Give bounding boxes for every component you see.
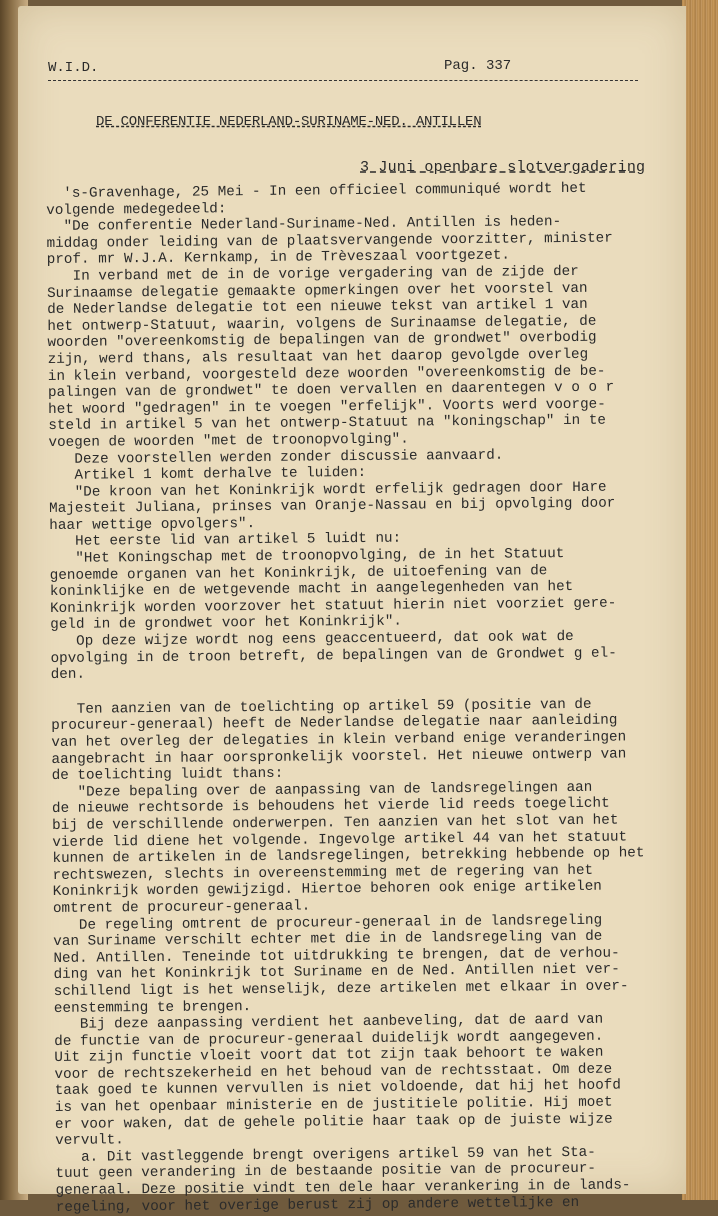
body-line: procureur-generaal) heeft de Nederlandse delegatie naar aanleiding — [51, 712, 618, 735]
body-line: tuut geen verandering in de bestaande positie van de procureur- — [55, 1161, 597, 1183]
body-line: eenstemming te brengen. — [53, 998, 252, 1017]
body-line: vierde lid diene het volgende. Ingevolge artikel 44 van het statuut — [52, 829, 628, 851]
body-line: 's-Gravenhage, 25 Mei - In een officieel communiqué wordt het — [46, 180, 587, 202]
body-line: kunnen de artikelen in de landsregelingen, betrekking hebbende op het — [52, 845, 645, 868]
body-line: volgende medegedeeld: — [46, 200, 227, 219]
body-line: zijn, werd thans, als resultaat van het daarop gevolgde overleg — [47, 346, 589, 368]
body-line: in klein verband, voorgesteld deze woorden "overeenkomstig de be- — [47, 363, 606, 385]
body-line: Deze voorstellen werden zonder discussie aanvaard. — [48, 447, 504, 468]
body-line: is van het openbaar ministerie en de justitiele politie. Hij moet — [54, 1094, 613, 1117]
body-line: steld in artikel 5 van het ontwerp-Statuut na "koningschap" in te — [48, 412, 607, 435]
body-line: de nieuwe rechtsorde is behoudens het vierde lid reeds toegelicht — [51, 795, 610, 818]
body-line: palingen van de grondwet" te doen vervallen en daarentegen v o o r — [47, 379, 615, 402]
document-page — [18, 6, 686, 1216]
body-line: van Suriname verschilt echter met die in de landsregeling van de — [53, 928, 603, 951]
document-body — [46, 180, 696, 1216]
body-line: "De conferentie Nederland-Suriname-Ned. Antillen is heden- — [46, 214, 562, 236]
body-line: koninklijke en de wetgevende macht in aangelegenheden van het — [49, 579, 574, 601]
body-line: haar wettige opvolgers". — [49, 515, 256, 534]
body-line: opvolging in de troon betreft, de bepalingen van de Grondwet g el- — [50, 645, 617, 667]
document-title: DE CONFERENTIE NEDERLAND-SURINAME-NED. ANTILLEN — [96, 114, 482, 130]
body-line: voegen de woorden "met de troonopvolging". — [48, 431, 409, 451]
body-line: bij de verschillende onderwerpen. Ten aanzien van het slot van het — [52, 812, 619, 834]
header-page-number: Pag. 337 — [444, 58, 512, 74]
body-line: generaal. Deze positie vindt ten dele haar verankering in de lands- — [55, 1177, 631, 1199]
body-line: Artikel 1 komt derhalve te luiden: — [48, 465, 367, 485]
body-line: geld in de grondwet voor het Koninkrijk". — [50, 614, 403, 634]
body-line: Uit zijn functie vloeit voort dat tot zijn taak behoort te waken — [54, 1044, 604, 1067]
body-line: Bij deze aanpassing verdient het aanbeveling, dat de aard van — [53, 1011, 604, 1034]
body-line: In verband met de in de vorige vergadering van de zijde der — [46, 263, 579, 285]
document-subtitle: 3 Juni openbare slotvergadering — [360, 159, 646, 176]
body-line: de toelichting luidt thans: — [51, 765, 284, 785]
body-line: Koninkrijk worden voorzover het statuut hierin niet voorziet gere- — [49, 595, 617, 617]
body-line: ding van het Koninkrijk tot Suriname en de Ned. Antillen niet ver- — [53, 961, 620, 984]
body-line: "Deze bepaling over de aanpassing van de landsregelingen aan — [51, 779, 593, 801]
body-line: omtrent de procureur-generaal. — [52, 898, 311, 917]
body-line: van het overleg der delegaties in klein verband enige veranderingen — [51, 729, 627, 751]
body-line: het woord "gedragen" in te voegen "erfelijk". Voorts werd voorge- — [48, 396, 606, 418]
body-line: "De kroon van het Koninkrijk wordt erfelijk gedragen door Hare — [48, 479, 607, 501]
body-line: er voor waken, dat de gehele politie haar taak op de juiste wijze — [54, 1111, 613, 1133]
body-line: woorden "overeenkomstig de bepalingen van de grondwet" overbodig — [47, 330, 597, 352]
body-line: aangebracht in haar oorspronkelijk voorstel. Het nieuwe ontwerp van — [51, 746, 627, 768]
body-line: rechtswezen, slechts in overeenstemming met de regering van het — [52, 862, 594, 884]
body-line: regeling, voor het overige berust zij op andere wettelijke en — [55, 1194, 580, 1216]
body-line: vervult. — [55, 1132, 124, 1150]
body-line: Surinaamse delegatie gemaakte opmerkingen over het voorstel van — [46, 280, 588, 302]
body-line: Ned. Antillen. Teneinde tot uitdrukking te brengen, dat de verhou- — [53, 945, 620, 967]
body-line: prof. mr W.J.A. Kernkamp, in de Trèveszaal voortgezet. — [46, 247, 511, 269]
body-line: de functie van de procureur-generaal duidelijk wordt aangegeven. — [54, 1028, 604, 1050]
body-line: Het eerste lid van artikel 5 luidt nu: — [49, 531, 402, 551]
body-line: taak goed te kunnen vervullen is niet voldoende, dat hij het hoofd — [54, 1077, 621, 1100]
body-line: genoemde organen van het Koninkrijk, de uitoefening van de — [49, 562, 548, 584]
body-line: den. — [50, 666, 86, 684]
page-header — [48, 58, 638, 81]
header-publication: W.I.D. — [48, 60, 99, 76]
body-line: middag onder leiding van de plaatsvervangende voorzitter, minister — [46, 230, 613, 252]
body-line: Ten aanzien van de toelichting op artikel 59 (positie van de — [50, 696, 592, 718]
body-line: het ontwerp-Statuut, waarin, volgens de Surinaamse delegatie, de — [47, 313, 597, 335]
body-line: Majesteit Juliana, prinses van Oranje-Nassau en bij opvolging door — [49, 495, 616, 518]
body-line: voor de rechtszekerheid en het behoud van de rechtsstaat. Om deze — [54, 1061, 613, 1083]
body-line: Koninkrijk worden gewijzigd. Hiertoe behoren ook enige artikelen — [52, 879, 602, 901]
body-line: a. Dit vastleggende brengt overigens artikel 59 van het Sta- — [55, 1144, 596, 1166]
body-line: schillend ligt is het wenselijk, deze artikelen met elkaar in over- — [53, 978, 629, 1000]
body-line: Op deze wijze wordt nog eens geaccentueerd, dat ook wat de — [50, 628, 574, 651]
body-line: de Nederlandse delegatie tot een nieuwe tekst van artikel 1 van — [47, 296, 588, 319]
body-line: De regeling omtrent de procureur-generaal in de landsregeling — [53, 912, 603, 934]
body-line: "Het Koningschap met de troonopvolging, de in het Statuut — [49, 546, 565, 568]
